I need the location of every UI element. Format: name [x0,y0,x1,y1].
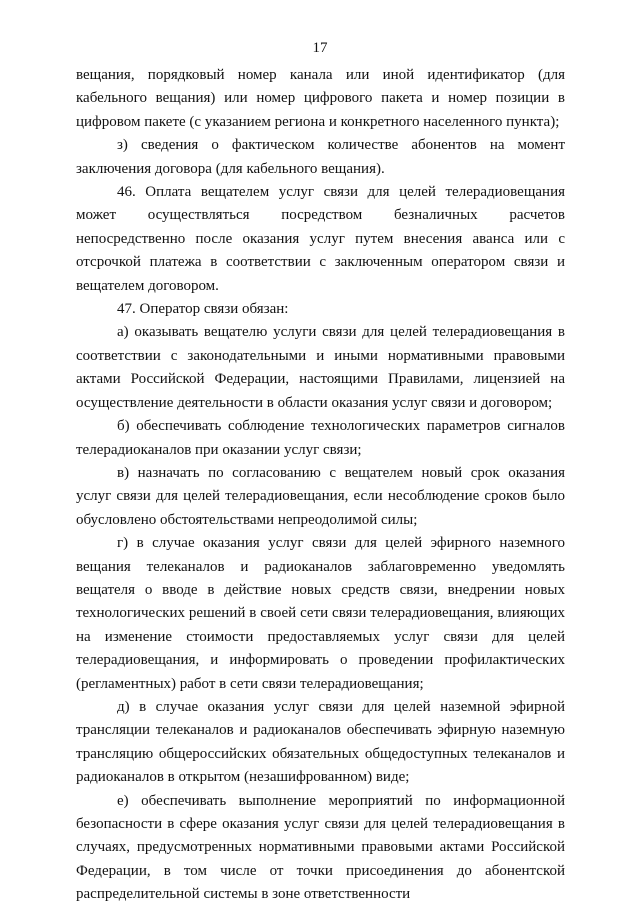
paragraph-item-z: з) сведения о фактическом количестве абонентов на момент заключения договора (для кабельного вещания). [76,137,565,177]
paragraph-46: 46. Оплата вещателем услуг связи для целей телерадиовещания может осуществляться посредством безналичных расчетов непосредственно после оказания услуг путем внесения аванса или с отсрочкой платежа в соответствии с заключенным оператором связи и вещателем договором. [76,184,565,294]
paragraph-item-b: б) обеспечивать соблюдение технологических параметров сигналов телерадиоканалов при оказании услуг связи; [76,418,565,458]
paragraph-item-v: в) назначать по согласованию с вещателем новый срок оказания услуг связи для целей телерадиовещания, если несоблюдение сроков было обусловлено обстоятельствами непреодолимой силы; [76,464,565,528]
paragraph-item-a: а) оказывать вещателю услуги связи для целей телерадиовещания в соответствии с законодательными и иными нормативными правовыми актами Российской Федерации, настоящими Правилами, лицензией на осуществление деятельности в области оказания услуг связи и договором; [76,324,565,411]
paragraph-continuation: вещания, порядковый номер канала или иной идентификатор (для кабельного вещания) или номер цифрового пакета и номер позиции в цифровом пакете (с указанием региона и конкретного населенного пункта); [76,67,565,130]
page-number: 17 [312,40,328,56]
paragraph-item-d: д) в случае оказания услуг связи для целей наземной эфирной трансляции телеканалов и радиоканалов обеспечивать эфирную наземную трансляцию общероссийских обязательных общедоступных телеканалов и радиоканалов в открытом (незашифрованном) виде; [76,698,565,786]
paragraph-item-g: г) в случае оказания услуг связи для целей эфирного наземного вещания телеканалов и радиоканалов заблаговременно уведомлять вещателя о вводе в действие новых средств связи, внедрении новых технологических решений в своей сети связи телерадиовещания, влияющих на изменение стоимости предоставляемых услуг связи для целей телерадиовещания, и информировать о проведении профилактических (регламентных) работ в сети связи телерадиовещания; [76,535,565,692]
document-body [76,64,565,907]
paragraph-47: 47. Оператор связи обязан: [117,301,289,318]
paragraph-item-e: е) обеспечивать выполнение мероприятий по информационной безопасности в сфере оказания услуг связи для целей телерадиовещания в случаях, предусмотренных нормативными правовыми актами Российской Федерации, в том числе от точки присоединения до абонентской распределительной системы в зоне ответственности [76,792,565,903]
